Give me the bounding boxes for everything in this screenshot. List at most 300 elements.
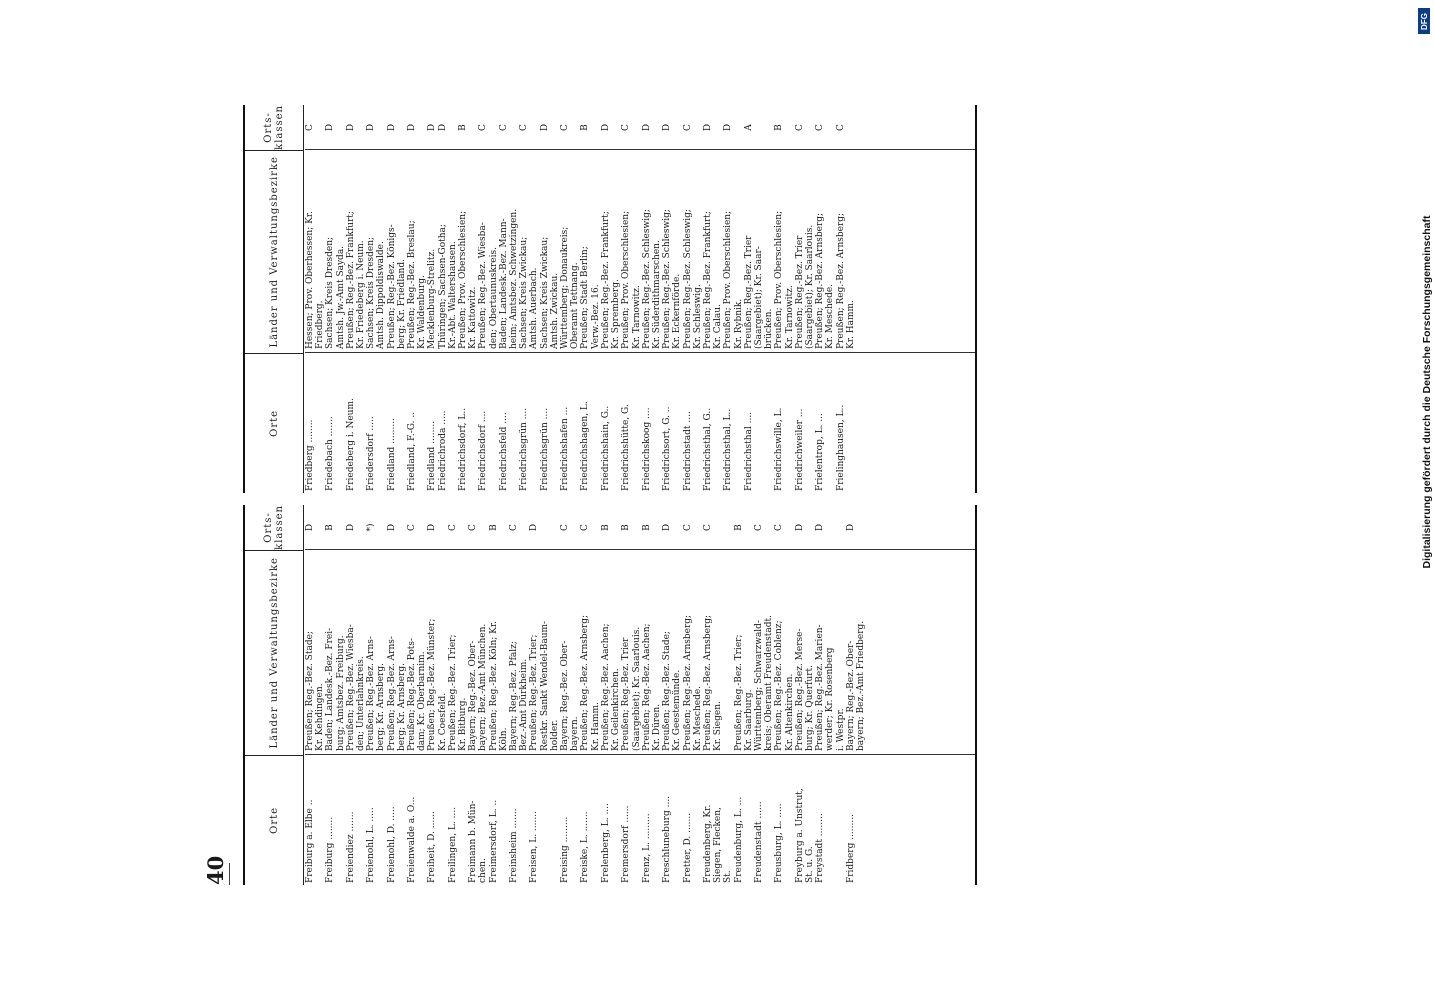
table-row — [774, 505, 784, 885]
class-cell — [825, 505, 835, 550]
place-name-cell — [734, 353, 744, 493]
class-cell: D — [345, 523, 356, 532]
place-name-cell: Freudenberg, Kr. — [702, 804, 713, 883]
place-name-cell — [468, 353, 478, 493]
table-row — [825, 105, 835, 493]
class-cell: D — [662, 523, 673, 532]
table-row — [438, 505, 448, 885]
district-cell: Preußen; Prov. Oberschlesien; — [621, 210, 632, 349]
district-cell: Kr. Siegen. — [713, 701, 724, 751]
table-row — [744, 105, 754, 493]
place-name-cell: Friedberg ........ — [305, 419, 315, 491]
place-name-cell: Freising ......... — [560, 816, 571, 883]
place-name-cell: Frenz, L. ......... — [641, 813, 652, 883]
place-name-cell: Freiendiez ....... — [345, 811, 356, 883]
class-cell — [591, 105, 601, 150]
table-row — [448, 105, 458, 493]
table-row — [693, 505, 703, 885]
column-divider — [305, 149, 975, 150]
district-cell: heim; Amtsbez. Schwetzingen. — [509, 208, 520, 349]
district-cell: Kr. Kehdingen. — [315, 683, 326, 751]
class-cell — [723, 505, 733, 550]
place-name-cell: Freystadt ........ — [815, 813, 826, 883]
district-cell: Preußen; Prov. Oberschlesien; — [774, 210, 785, 349]
class-cell — [713, 505, 723, 550]
table-row — [632, 505, 642, 885]
district-cell: Preußen; Prov. Oberschlesien; — [458, 210, 469, 349]
district-cell: Preußen; Stadt Berlin; — [580, 246, 591, 349]
place-name-cell: St. u. G. — [804, 846, 815, 883]
class-cell: D — [427, 123, 438, 132]
table-row — [642, 505, 652, 885]
district-cell: Baden; Landesk.-Bez. Frei- — [325, 627, 336, 751]
class-cell: D — [641, 123, 652, 132]
table-row — [489, 505, 499, 885]
class-cell: D — [366, 123, 377, 132]
district-cell: Bayern; Reg.-Bez. Pfalz; — [509, 641, 520, 751]
class-cell — [611, 105, 621, 150]
district-cell: berg; Kr. Arnsberg. — [376, 662, 387, 751]
table-row — [611, 105, 621, 493]
class-cell — [478, 505, 488, 550]
place-name-cell — [315, 755, 325, 885]
district-cell: Preußen; Reg.-Bez. Königs- — [386, 224, 397, 349]
place-name-cell — [570, 755, 580, 885]
district-cell: berg; Kr. Friedland. — [396, 259, 407, 349]
district-cell: Kr. Meschede. — [692, 685, 703, 751]
table-row — [305, 505, 315, 885]
place-name-cell: Fretter, D. ....... — [682, 812, 693, 883]
place-name-cell: Friedrichroda ..... — [437, 410, 448, 491]
class-cell: B — [774, 124, 785, 131]
district-cell: Kr. Altenkirchen. — [784, 673, 795, 751]
district-cell: Bez.-Amt Dürkheim. — [519, 658, 530, 751]
district-cell: Sachsen; Kreis Dresden; — [325, 236, 336, 349]
table-row — [754, 105, 764, 493]
column-divider — [305, 352, 975, 353]
table-row — [580, 505, 590, 885]
rotated-page — [205, 105, 1165, 885]
table-row — [468, 505, 478, 885]
place-name-cell — [550, 353, 560, 493]
place-name-cell: St. — [723, 870, 734, 883]
district-cell: Preußen; Reg.-Bez. Marien- — [815, 624, 826, 751]
place-name-cell: Freienohl, D. ..... — [386, 806, 397, 883]
district-cell: Preußen; Reg.-Bez. Coblenz; — [774, 620, 785, 751]
district-cell: Kr. Hamm. — [590, 702, 601, 751]
district-cell: Kr. Meschede. — [825, 283, 836, 349]
table-row — [376, 505, 386, 885]
district-cell: Preußen; Reg.-Bez. Arnsberg; — [815, 212, 826, 349]
class-cell: C — [560, 524, 571, 531]
table-row — [734, 105, 744, 493]
class-cell — [693, 105, 703, 150]
place-name-cell — [846, 353, 856, 493]
place-name-cell — [376, 755, 386, 885]
table-row — [325, 105, 335, 493]
district-cell: Hessen; Prov. Oberhessen; Kr. — [305, 211, 315, 349]
district-cell: Preußen; Reg.-Bez. Trier; — [447, 634, 458, 751]
class-cell: D — [345, 123, 356, 132]
place-name-cell — [397, 755, 407, 885]
district-cell: Preußen; Reg.-Bez. Frankfurt; — [702, 211, 713, 349]
table-row — [336, 105, 346, 493]
table-row — [448, 505, 458, 885]
district-cell: (Saargebiet); Kr. Saar- — [753, 246, 764, 349]
header-ortsklassen: Orts-klassen — [263, 105, 285, 150]
place-name-cell: Friedebach ....... — [325, 416, 336, 491]
place-name-cell — [785, 755, 795, 885]
header-orte: Orte — [245, 353, 303, 493]
place-name-cell — [672, 353, 682, 493]
table-row — [356, 505, 366, 885]
place-name-cell — [540, 755, 550, 885]
place-name-cell — [570, 353, 580, 493]
place-name-cell: Freiburg ........ — [325, 816, 336, 883]
district-cell: Restkr. Sankt Wendel-Baum- — [539, 620, 550, 751]
table-row — [836, 505, 846, 885]
class-cell: C — [621, 124, 632, 131]
table-row — [693, 105, 703, 493]
district-cell: Kr. Friedeberg i. Neum. — [356, 240, 367, 349]
class-cell — [805, 105, 815, 150]
class-cell — [550, 105, 560, 150]
district-cell: Preußen; Reg.-Bez. Frankfurt; — [345, 211, 356, 349]
table-row — [621, 505, 631, 885]
district-cell: Kr. Bitburg. — [458, 697, 469, 751]
class-cell — [315, 105, 325, 150]
district-cell: Kr. Tarnowitz. — [784, 285, 795, 349]
district-cell: Friedberg. — [315, 300, 326, 349]
place-name-cell — [652, 353, 662, 493]
place-name-cell: Freschluneburg .... — [662, 795, 673, 883]
table-row — [662, 505, 672, 885]
place-name-cell — [825, 755, 835, 885]
place-name-cell: Friedrichsthal, L.. — [723, 408, 734, 491]
table-row — [407, 505, 417, 885]
district-cell: Preußen; Reg.-Bez. Aachen; — [641, 623, 652, 751]
table-row — [346, 505, 356, 885]
district-cell: Preußen; Reg.-Bez. Wiesba- — [345, 624, 356, 751]
class-cell: B — [621, 524, 632, 531]
class-cell: C — [478, 124, 489, 131]
right-table-header — [245, 105, 304, 493]
place-name-cell: Freiburg a. Elbe .. — [305, 799, 315, 883]
place-name-cell — [744, 755, 754, 885]
class-cell — [499, 505, 509, 550]
class-cell: C — [447, 524, 458, 531]
place-name-cell: Frielinghausen, L.. — [835, 404, 846, 491]
district-cell: Kr. Schleswig. — [692, 284, 703, 349]
class-cell: B — [488, 524, 499, 531]
district-cell: Preußen; Reg.-Bez. Stade; — [662, 631, 673, 751]
table-row — [642, 105, 652, 493]
class-cell — [356, 505, 366, 550]
header-ortsklassen: Orts-klassen — [263, 505, 285, 550]
district-cell: Sachsen; Kreis Zwickau; — [519, 236, 530, 349]
place-name-cell: Freiheit, D. ...... — [427, 811, 438, 883]
district-cell: Preußen; Reg.-Bez. Trier — [621, 637, 632, 751]
table-row — [438, 105, 448, 493]
place-name-cell — [805, 353, 815, 493]
class-cell — [529, 105, 539, 150]
district-cell: Preußen; Reg.-Bez. Trier — [794, 235, 805, 349]
place-name-cell: Freimersdorf, L. .. — [488, 799, 499, 883]
table-row — [540, 505, 550, 885]
district-cell: Preußen; Reg.-Bez. Frankfurt; — [600, 211, 611, 349]
class-cell: D — [325, 123, 336, 132]
district-cell: Bayern; Reg.-Bez. Ober- — [845, 640, 856, 751]
class-cell: D — [437, 123, 448, 132]
credit-text: Digitalisierung gefördert durch die Deutsche Forschungsgemeinschaft — [1421, 215, 1433, 569]
district-cell: Preußen; Reg.-Bez. Arns- — [366, 636, 377, 751]
place-name-cell: Frelenberg, L. .... — [600, 803, 611, 883]
district-cell: Preußen; Prov. Oberschlesien; — [723, 210, 734, 349]
class-cell: D — [702, 123, 713, 132]
district-cell: Oberamt Tettnang. — [570, 262, 581, 349]
place-name-cell: Friedrichsgrün .... — [539, 407, 550, 491]
class-cell: D — [794, 523, 805, 532]
class-cell — [825, 105, 835, 150]
class-cell: C — [498, 124, 509, 131]
place-name-cell — [754, 353, 764, 493]
place-name-cell: Friedrichsfeld .... — [498, 412, 509, 491]
table-row — [601, 105, 611, 493]
district-cell: Kr.-Abt. Waltershausen. — [447, 241, 458, 349]
place-name-cell: Friedland ........ — [427, 420, 438, 491]
place-name-cell: Freilingen, L. .... — [447, 806, 458, 883]
table-row — [683, 505, 693, 885]
class-cell — [417, 105, 427, 150]
district-cell: den; Obertaunuskreis. — [488, 247, 499, 349]
left-table-header — [245, 505, 304, 885]
district-cell: Kr. Geilenkirchen. — [611, 668, 622, 751]
place-name-cell: Friedland ......... — [386, 418, 397, 491]
place-name-cell: Fremersdorf ...... — [621, 805, 632, 883]
place-name-cell — [509, 353, 519, 493]
table-row — [366, 105, 376, 493]
place-name-cell: Friedrichshain, G.. — [600, 405, 611, 491]
table-row — [785, 105, 795, 493]
class-cell — [785, 105, 795, 150]
district-cell: Preußen; Reg.-Bez. Breslau; — [407, 220, 418, 349]
place-name-cell: Freisen, L. ....... — [529, 811, 540, 883]
place-name-cell: Friedrichsthal, G.. — [702, 407, 713, 491]
header-orte: Orte — [245, 755, 303, 885]
table-row — [703, 105, 713, 493]
table-row — [570, 105, 580, 493]
table-row — [795, 105, 805, 493]
district-cell: Preußen; Reg.-Bez. Trier — [743, 235, 754, 349]
class-cell — [632, 105, 642, 150]
class-cell: D — [539, 123, 550, 132]
class-cell: B — [458, 124, 469, 131]
table-row — [458, 105, 468, 493]
district-cell: Kr. Hamm. — [845, 300, 856, 349]
district-cell: Preußen; Reg.-Bez. Arns- — [386, 636, 397, 751]
place-name-cell — [417, 353, 427, 493]
table-row — [683, 105, 693, 493]
class-cell — [846, 105, 856, 150]
table-row — [519, 505, 529, 885]
table-row — [387, 105, 397, 493]
district-cell: Kr. Eckernförde. — [672, 273, 683, 349]
table-row — [560, 505, 570, 885]
class-cell: B — [600, 524, 611, 531]
district-cell: Kr. Rybnik. — [733, 298, 744, 349]
district-cell: Kr. Saarburg. — [743, 689, 754, 751]
place-name-cell: Freienohl, L. ..... — [366, 807, 377, 883]
table-row — [376, 105, 386, 493]
district-cell: Bayern; Reg.-Bez. Ober- — [560, 640, 571, 751]
district-cell: burg; Kr. Querfurt. — [804, 665, 815, 751]
table-row — [764, 505, 774, 885]
table-row — [652, 105, 662, 493]
district-cell: Preußen; Reg.-Bez. Merse- — [794, 628, 805, 751]
place-name-cell — [591, 353, 601, 493]
table-row — [785, 505, 795, 885]
table-row — [591, 505, 601, 885]
place-name-cell: Friedrichshütte, G. — [621, 404, 632, 491]
class-cell — [519, 505, 529, 550]
place-name-cell: Freiske, L. ....... — [580, 811, 591, 883]
table-row — [417, 505, 427, 885]
district-cell: Preußen; Reg.-Bez. Trier; — [733, 634, 744, 751]
place-name-cell — [672, 755, 682, 885]
left-table-body — [305, 505, 975, 885]
class-cell — [713, 105, 723, 150]
class-cell — [376, 505, 386, 550]
class-cell — [591, 505, 601, 550]
district-cell: Preußen; Reg.-Bez. Arnsberg; — [580, 614, 591, 751]
table-row — [723, 105, 733, 493]
class-cell: C — [509, 524, 520, 531]
place-name-cell — [856, 755, 866, 885]
district-cell: Amtsh. Dippoldiswalde. — [376, 241, 387, 349]
class-cell — [785, 505, 795, 550]
class-cell — [397, 105, 407, 150]
district-cell: kreis; Oberamt Freudenstadt. — [764, 614, 775, 751]
place-name-cell: Friedrichskoog .... — [641, 407, 652, 491]
district-cell: bayern; Bez.-Amt München. — [478, 623, 489, 751]
left-table — [243, 505, 977, 885]
place-name-cell — [397, 353, 407, 493]
place-name-cell: Siegen, Flecken, — [713, 807, 724, 883]
class-cell — [489, 105, 499, 150]
district-cell: Mecklenburg-Strelitz. — [427, 248, 438, 349]
class-cell: C — [794, 124, 805, 131]
place-name-cell: Friedeberg i. Neum. — [345, 398, 356, 491]
district-cell: Kr. Geestemünde. — [672, 669, 683, 751]
district-cell: Preußen; Reg.-Bez. Arnsberg; — [835, 212, 846, 349]
district-cell: Kr. Waldenburg. — [417, 275, 428, 349]
table-row — [703, 505, 713, 885]
table-row — [632, 105, 642, 493]
place-name-cell — [785, 353, 795, 493]
table-row — [795, 505, 805, 885]
district-cell: brücken. — [764, 308, 775, 349]
table-row — [315, 105, 325, 493]
place-name-cell — [591, 755, 601, 885]
table-row — [734, 505, 744, 885]
table-row — [356, 105, 366, 493]
header-laender: Länder und Verwaltungsbezirke — [245, 550, 303, 755]
district-cell: werder; Kr. Rosenberg — [825, 647, 836, 751]
district-cell: Preußen; Reg.-Bez. Arnsberg; — [702, 614, 713, 751]
table-row — [346, 105, 356, 493]
place-name-cell — [336, 353, 346, 493]
table-row — [550, 105, 560, 493]
table-row — [815, 505, 825, 885]
place-name-cell: Freinsheim ....... — [509, 808, 520, 883]
district-cell: Kr. Coesfeld. — [437, 692, 448, 751]
district-cell: Preußen; Reg.-Bez. Schleswig; — [662, 209, 673, 349]
district-cell: Preußen; Reg.-Bez. Trier; — [529, 634, 540, 751]
right-table-body — [305, 105, 975, 493]
class-cell — [764, 105, 774, 150]
place-name-cell — [448, 353, 458, 493]
district-cell: Verw.-Bez. 16. — [590, 284, 601, 349]
class-cell: C — [305, 124, 315, 131]
place-name-cell: Friedersdorf ..... — [366, 416, 377, 491]
place-name-cell: Freyburg a. Unstrut, — [794, 788, 805, 883]
class-cell: B — [580, 124, 591, 131]
table-row — [754, 505, 764, 885]
table-row — [836, 105, 846, 493]
place-name-cell: Friedrichshagen, L. — [580, 401, 591, 491]
district-cell: Preußen; Reg.-Bez. Schleswig; — [641, 209, 652, 349]
class-cell: C — [815, 124, 826, 131]
page-number-rule — [229, 863, 230, 885]
table-row — [601, 505, 611, 885]
place-name-cell — [693, 755, 703, 885]
district-cell: burg; Amtsbez. Freiburg. — [335, 635, 346, 751]
place-name-cell — [836, 755, 846, 885]
place-name-cell — [764, 353, 774, 493]
table-row — [621, 105, 631, 493]
class-cell — [376, 105, 386, 150]
class-cell — [805, 505, 815, 550]
place-name-cell: Frielentrop, L. ... — [815, 413, 826, 491]
district-cell: Württemberg; Schwarzwald- — [753, 620, 764, 751]
class-cell — [550, 505, 560, 550]
place-name-cell — [693, 353, 703, 493]
place-name-cell: Friedrichsdorf, L.. — [458, 407, 469, 491]
place-name-cell — [356, 755, 366, 885]
table-row — [509, 505, 519, 885]
class-cell — [468, 105, 478, 150]
district-cell: Kr. Kattowitz. — [468, 286, 479, 349]
class-cell: C — [560, 124, 571, 131]
class-cell — [836, 505, 846, 550]
class-cell — [734, 105, 744, 150]
table-row — [591, 105, 601, 493]
district-cell: Amtsh. Zwickau. — [549, 272, 560, 349]
class-cell — [397, 505, 407, 550]
class-cell: D — [845, 523, 856, 532]
class-cell — [611, 505, 621, 550]
class-cell: D — [386, 523, 397, 532]
district-cell: Preußen; Reg.-Bez. Stade; — [305, 631, 315, 751]
place-name-cell: Freimann b. Mün- — [468, 800, 479, 883]
district-cell: i. Westpr. — [835, 708, 846, 751]
district-cell: Sachsen; Kreis Zwickau; — [539, 236, 550, 349]
district-cell: bayern; Bez.-Amt Friedberg. — [855, 620, 866, 751]
table-row — [805, 105, 815, 493]
class-cell: B — [733, 524, 744, 531]
place-name-cell: Friedrichsgrün .... — [519, 407, 530, 491]
district-cell: Sachsen; Kreis Dresden; — [366, 236, 377, 349]
